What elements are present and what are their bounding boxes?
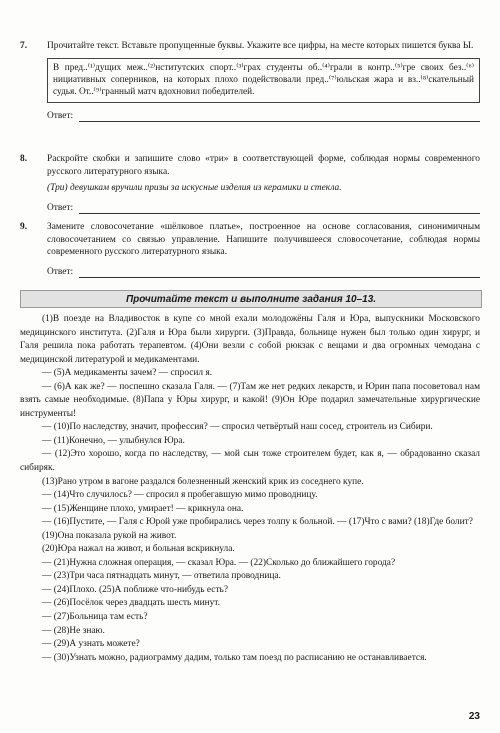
text-paragraph: — (5)А медикаменты зачем? — спросил я. — [42, 368, 213, 379]
text-paragraph: — (16)Пустите, — Галя с Юрой уже пробирались через толпу к больной. — (17)Что с вами? (18)Где болит? — [42, 517, 473, 528]
text-paragraph: — (21)Нужна сложная операция, — сказал Юра. — (22)Сколько до ближайшего города? — [42, 557, 396, 568]
text-paragraph: — (26)Посёлок через двадцать шесть минут. — [42, 598, 221, 609]
text-paragraph: — (6)А как же? — поспешно сказала Галя. — (7)Там же нет редких лекарств, и Юрин папа посоветовал нам взять самые необходимые. (8)Папа у Юры хирург, и какой! (9)Он Юре подарил замечательные хирургические инструменты! — [20, 381, 480, 419]
task-text-box: В пред..⁽¹⁾дущих меж..⁽²⁾нститутских спорт..⁽³⁾грах студенты об..⁽⁴⁾грали в контр..⁽⁵⁾гре своих без..⁽⁶⁾нициативных соперников, на которых плохо подействовали пред..⁽⁷⁾юльская жара и вз..⁽⁸⁾скательный судья. От..⁽⁹⁾гранный матч вдохновил победителей. — [47, 58, 480, 103]
answer-line[interactable] — [79, 204, 480, 214]
text-paragraph: — (29)А узнать можете? — [42, 639, 140, 650]
page-number: 23 — [468, 711, 480, 722]
answer-line[interactable] — [79, 268, 480, 278]
text-paragraph: (20)Юра нажал на живот, и больная вскрикнула. — [42, 544, 235, 555]
text-paragraph: — (30)Узнать можно, радиограмму дадим, только там поезд по расписанию не останавливается. — [42, 652, 427, 663]
reading-text — [20, 313, 480, 665]
section-banner — [20, 290, 482, 308]
task-number: 8. — [20, 154, 28, 164]
task-instruction: Прочитайте текст. Вставьте пропущенные буквы. Укажите все цифры, на месте которых пишется буква Ы. — [47, 41, 474, 51]
text-paragraph: — (28)Не знаю. — [42, 625, 105, 636]
task-number: 7. — [20, 41, 28, 51]
task-instruction: Раскройте скобки и запишите слово «три» в соответствующей форме, соблюдая нормы современного русского литературного языка. — [47, 154, 480, 177]
text-paragraph: — (11)Конечно, — улыбнулся Юра. — [42, 435, 185, 446]
text-paragraph: (19)Она показала рукой на живот. — [42, 530, 177, 541]
text-paragraph: (13)Рано утром в вагоне раздался болезненный женский крик из соседнего купе. — [42, 476, 364, 487]
task-example: (Три) девушкам вручили призы за искусные изделия из керамики и стекла. — [47, 183, 342, 194]
text-paragraph: — (24)Плохо. (25)А поближе что-нибудь есть? — [42, 584, 228, 595]
answer-row — [47, 110, 480, 123]
section-banner-title: Прочитайте текст и выполните задания 10–13. — [125, 293, 377, 305]
answer-label: Ответ: — [47, 110, 74, 121]
task-number: 9. — [20, 222, 28, 232]
answer-row — [47, 202, 480, 215]
text-paragraph: — (12)Это хорошо, когда по наследству, — мой сын тоже строителем будет, как я, — обрадованно сказал сибиряк. — [20, 449, 480, 474]
text-paragraph: — (10)По наследству, значит, профессия? — спросил четвёртый наш сосед, строитель из Сибири. — [42, 422, 433, 433]
text-paragraph: (1)В поезде на Владивосток в купе со мной ехали молодожёны Галя и Юра, выпускники Московского медицинского института. (2)Галя и Юра были хирурги. (3)Правда, больнице нужен был только один хирург, и Галя решила пока работать терапевтом. (4)Они везли с собой рюкзак с вещами и два огромных чемодана с медицинской литературой и медикаментами. — [20, 314, 480, 365]
answer-label: Ответ: — [47, 266, 74, 277]
text-paragraph: — (23)Три часа пятнадцать минут, — ответила проводница. — [42, 571, 281, 582]
text-paragraph: — (14)Что случилось? — спросил я пробегавшую мимо проводницу. — [42, 490, 318, 501]
task-9 — [20, 221, 480, 278]
task-instruction: Замените словосочетание «шёлковое платье», построенное на основе согласования, синонимичным словосочетанием со связью управление. Напишите получившееся словосочетание, соблюдая нормы современного русского литературного языка. — [47, 222, 480, 258]
text-paragraph: — (27)Больница там есть? — [42, 612, 148, 623]
answer-line[interactable] — [79, 112, 480, 122]
text-paragraph: — (15)Женщине плохо, умирает! — крикнула она. — [42, 503, 244, 514]
task-8 — [20, 153, 480, 214]
task-7 — [20, 40, 480, 122]
answer-row — [47, 266, 480, 279]
answer-label: Ответ: — [47, 202, 74, 213]
